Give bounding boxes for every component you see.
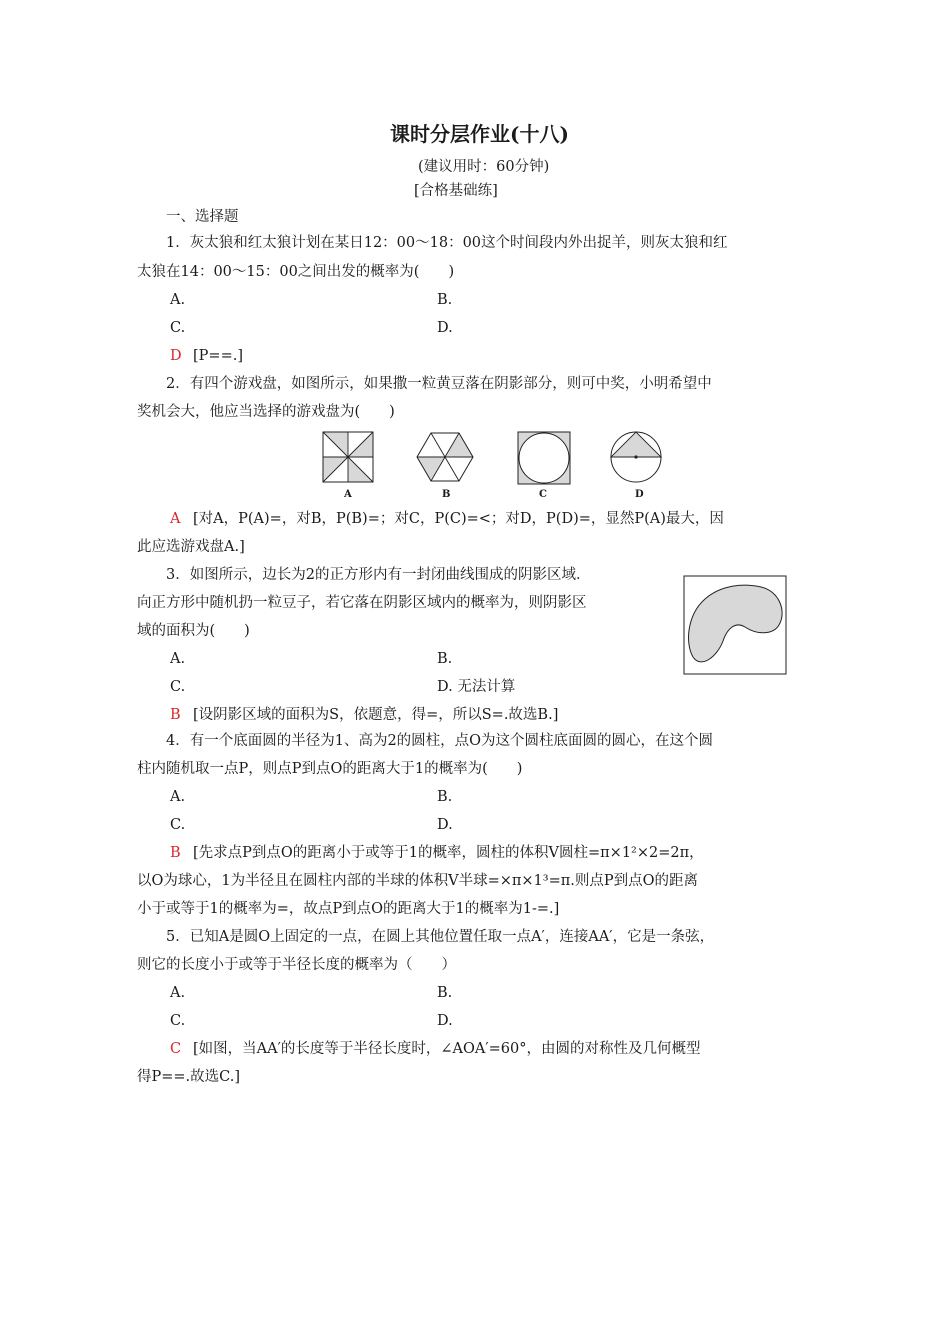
q1-option-d: D.: [437, 320, 453, 336]
q4-line-1: 4．有一个底面圆的半径为1、高为2的圆柱，点O为这个圆柱底面圆的圆心，在这个圆: [166, 733, 714, 749]
board-b: [417, 433, 473, 481]
q4-option-a: A.: [170, 789, 186, 805]
q3-line-3: 域的面积为( ): [137, 623, 250, 639]
q4-explanation-3: 小于或等于1的概率为=，故点P到点O的距离大于1的概率为1-=.]: [137, 901, 560, 917]
section-heading: [合格基础练]: [414, 183, 498, 199]
q2-explanation-1: [对A，P(A)=，对B，P(B)=；对C，P(C)=<；对D，P(D)=，显然P(A)最大，因: [193, 511, 724, 527]
q3-line-1: 3．如图所示，边长为2的正方形内有一封闭曲线围成的阴影区域．: [166, 567, 591, 583]
board-c: [518, 432, 570, 484]
q3-answer: B: [170, 707, 181, 723]
q3-option-c: C.: [170, 679, 186, 695]
part-heading: 一、选择题: [166, 209, 239, 225]
q4-option-d: D.: [437, 817, 453, 833]
q3-option-d: D. 无法计算: [437, 679, 516, 695]
q5-answer: C: [170, 1041, 182, 1057]
game-boards-figure: [318, 428, 668, 502]
q5-explanation-2: 得P==.故选C.]: [137, 1069, 241, 1085]
q5-option-a: A.: [170, 985, 186, 1001]
board-label-c: C: [539, 489, 547, 500]
board-label-a: A: [344, 489, 352, 500]
q4-option-b: B.: [437, 789, 453, 805]
q2-explanation-2: 此应选游戏盘A.]: [137, 539, 245, 555]
q1-answer: D: [170, 348, 182, 364]
q3-explanation: [设阴影区域的面积为S，依题意，得=，所以S=.故选B.]: [193, 707, 559, 723]
q4-explanation-2: 以O为球心，1为半径且在圆柱内部的半球的体积V半球=×π×1³=π.则点P到点O的距离: [137, 873, 699, 889]
q3-option-a: A.: [170, 651, 186, 667]
q5-explanation-1: [如图，当AA′的长度等于半径长度时，∠AOA′=60°，由圆的对称性及几何概型: [193, 1041, 701, 1057]
shaded-region-figure: [683, 575, 789, 677]
board-label-b: B: [442, 489, 451, 500]
q1-option-b: B.: [437, 292, 453, 308]
q4-line-2: 柱内随机取一点P，则点P到点O的距离大于1的概率为( ): [137, 761, 523, 777]
q1-explanation: [P==.]: [193, 348, 243, 364]
board-a: [323, 432, 373, 482]
q1-option-a: A.: [170, 292, 186, 308]
q5-line-1: 5．已知A是圆O上固定的一点，在圆上其他位置任取一点A′，连接AA′，它是一条弦，: [166, 929, 715, 945]
q2-line-2: 奖机会大，他应当选择的游戏盘为( ): [137, 404, 395, 420]
q3-line-2: 向正方形中随机扔一粒豆子，若它落在阴影区域内的概率为，则阴影区: [137, 595, 587, 611]
q5-option-d: D.: [437, 1013, 453, 1029]
q2-line-1: 2．有四个游戏盘，如图所示，如果撒一粒黄豆落在阴影部分，则可中奖，小明希望中: [166, 376, 712, 392]
board-d: [611, 432, 661, 482]
q5-option-c: C.: [170, 1013, 186, 1029]
q3-option-b: B.: [437, 651, 453, 667]
q5-option-b: B.: [437, 985, 453, 1001]
q5-line-2: 则它的长度小于或等于半径长度的概率为（ ）: [137, 957, 456, 973]
q4-explanation-1: [先求点P到点O的距离小于或等于1的概率，圆柱的体积V圆柱=π×1²×2=2π，: [193, 845, 704, 861]
q2-answer: A: [170, 511, 181, 527]
q4-option-c: C.: [170, 817, 186, 833]
q1-line-1: 1．灰太狼和红太狼计划在某日12：00～18：00这个时间段内外出捉羊，则灰太狼和红: [166, 235, 728, 251]
suggested-time: (建议用时：60分钟): [418, 159, 550, 175]
q1-option-c: C.: [170, 320, 186, 336]
q4-answer: B: [170, 845, 181, 861]
board-label-d: D: [635, 489, 644, 500]
page-title: 课时分层作业(十八): [390, 122, 569, 146]
q1-line-2: 太狼在14：00～15：00之间出发的概率为( ): [137, 264, 455, 280]
